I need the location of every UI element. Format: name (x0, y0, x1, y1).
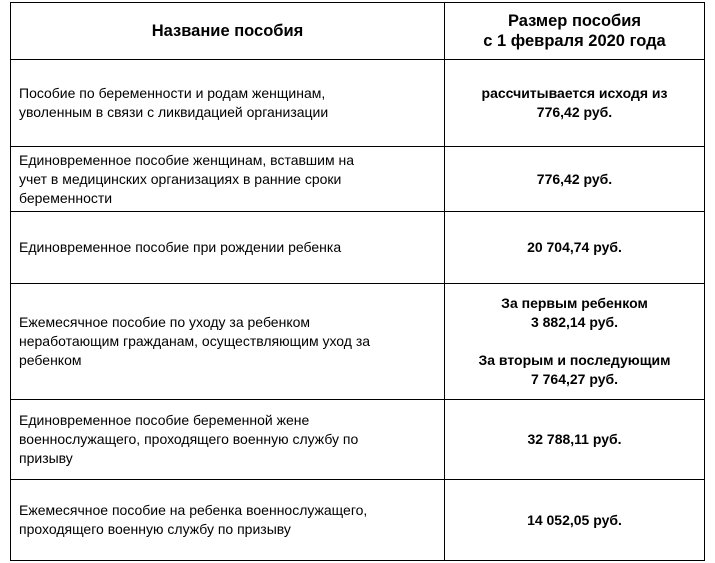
benefit-name-line: Ежемесячное пособие по уходу за ребенком (19, 314, 311, 330)
benefit-name-line: ребенком (19, 352, 82, 368)
benefit-name-line: призыву (19, 450, 73, 466)
second-child-amount: 7 764,27 руб. (530, 371, 619, 387)
benefits-table (10, 2, 705, 561)
benefit-name-cell (11, 284, 445, 400)
benefit-amount-cell (445, 147, 705, 212)
table-row (11, 480, 705, 561)
benefit-name-line: уволенным в связи с ликвидацией организации (19, 104, 329, 120)
table-row (11, 400, 705, 480)
first-child-amount: 3 882,14 руб. (530, 314, 619, 330)
table-row (11, 212, 705, 284)
benefit-name-line: военнослужащего, проходящего военную службу по (19, 431, 359, 447)
spacer (445, 332, 704, 351)
benefit-amount-line: 776,42 руб. (536, 170, 613, 187)
benefit-amount-cell (445, 60, 705, 147)
benefit-name-cell (11, 480, 445, 561)
benefit-amount-cell (445, 212, 705, 284)
benefit-name-line: проходящего военную службу по призыву (19, 521, 291, 537)
benefit-name-line: Единовременное пособие женщинам, вставшим на (19, 151, 355, 168)
benefit-amount-cell (445, 284, 705, 400)
benefit-name-line: беременности (19, 189, 113, 206)
header-amount-line2: с 1 февраля 2020 года (483, 32, 666, 50)
table-row (11, 60, 705, 147)
second-child-label: За вторым и последующим (478, 352, 671, 368)
benefit-name-line: учет в медицинских организациях в ранние сроки (19, 170, 342, 187)
first-child-label: За первым ребенком (501, 295, 648, 311)
benefit-name-line: Единовременное пособие беременной жене (19, 412, 310, 428)
benefit-amount-line: 20 704,74 руб. (527, 239, 622, 255)
header-benefit-name (11, 3, 445, 60)
table-row (11, 147, 705, 212)
benefit-amount-cell (445, 480, 705, 561)
benefit-name-cell (11, 400, 445, 480)
header-name-text: Название пособия (151, 22, 304, 40)
benefit-name-line: Единовременное пособие при рождении ребенка (19, 239, 342, 255)
benefit-name-cell (11, 147, 445, 212)
benefit-amount-line: 14 052,05 руб. (527, 511, 622, 528)
header-benefit-amount (445, 3, 705, 60)
table-header-row (11, 3, 705, 60)
benefit-name-line: Пособие по беременности и родам женщинам, (19, 85, 326, 101)
benefit-name-line: неработающим гражданам, осуществляющим уход за (19, 333, 371, 349)
benefit-name-cell (11, 212, 445, 284)
benefit-name-line: Ежемесячное пособие на ребенка военнослужащего, (19, 502, 368, 518)
benefit-amount-line: 776,42 руб. (536, 104, 613, 120)
benefit-amount-cell (445, 400, 705, 480)
benefit-amount-line: рассчитывается исходя из (481, 85, 668, 101)
table-row (11, 284, 705, 400)
benefit-name-cell (11, 60, 445, 147)
header-amount-line1: Размер пособия (507, 12, 642, 30)
benefit-amount-line: 32 788,11 руб. (527, 431, 622, 447)
